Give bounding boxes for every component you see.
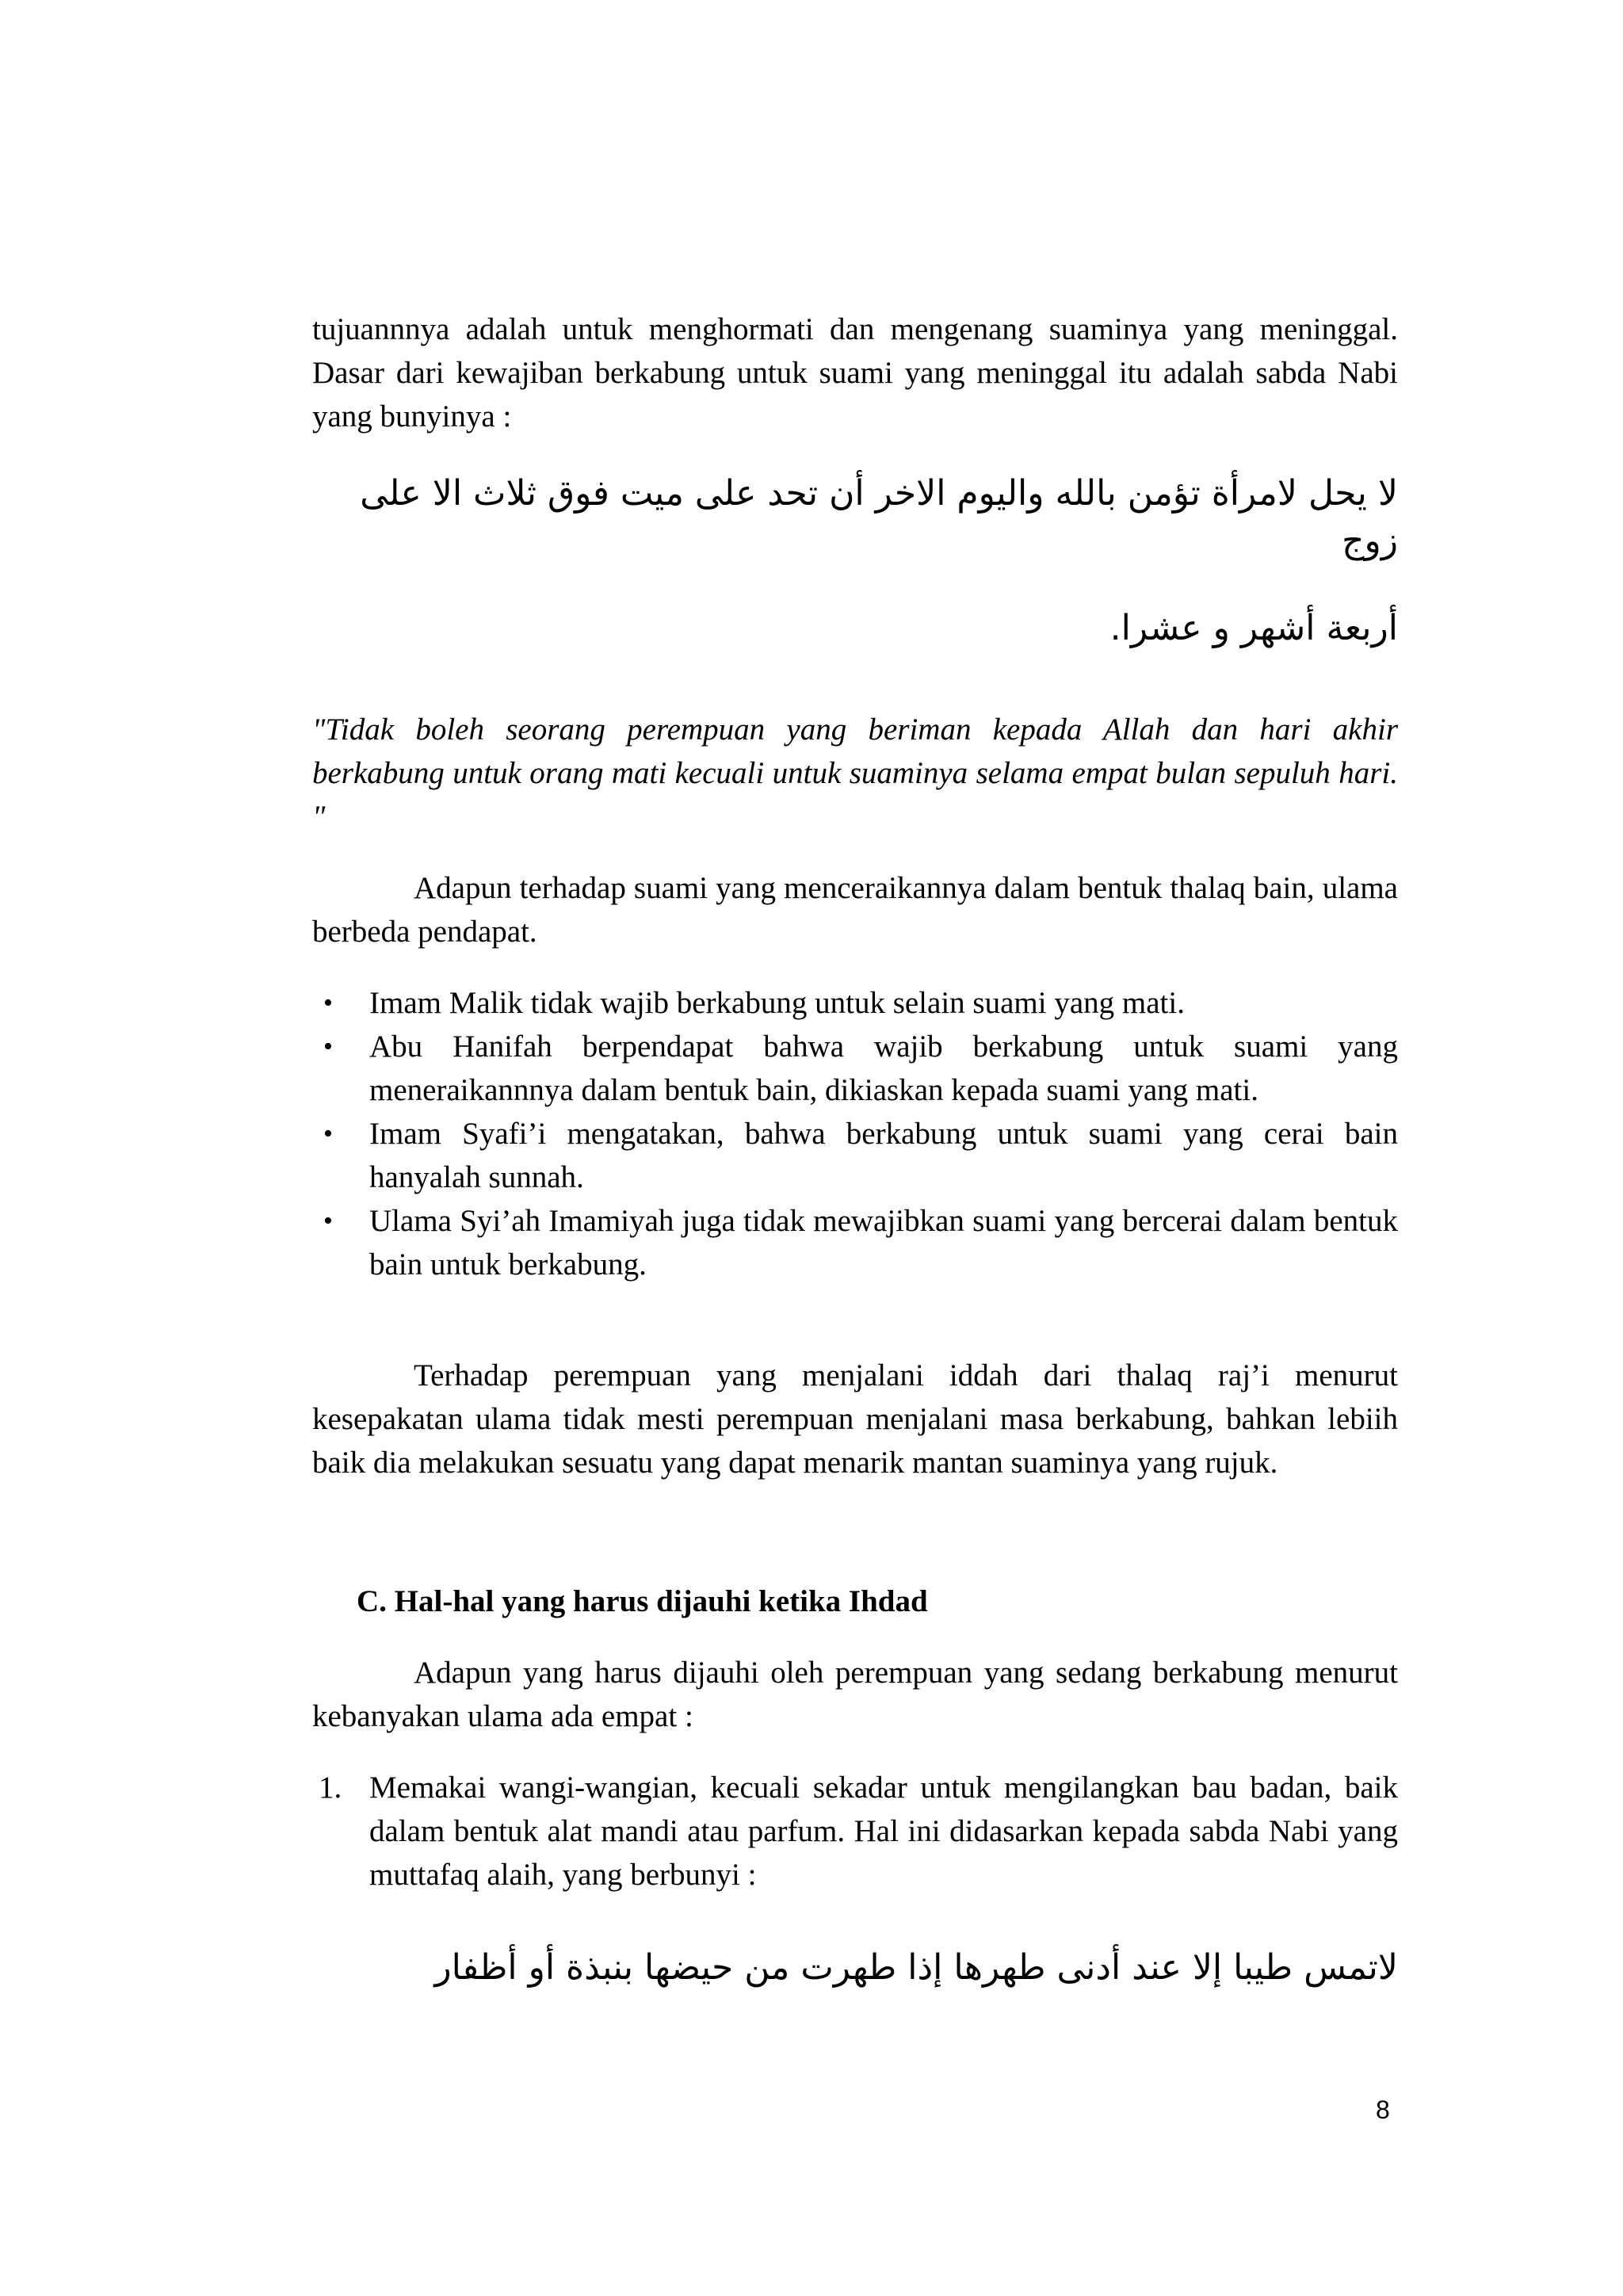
list-number: 1.	[319, 1771, 342, 1805]
bullet-icon: •	[323, 1032, 333, 1061]
paragraph-intro: tujuannnya adalah untuk menghormati dan mengenang suaminya yang meninggal. Dasar dari kewajiban berkabung untuk suami yang meninggal itu adalah sabda Nabi yang bunyinya :	[312, 312, 1398, 434]
document-page	[312, 308, 1398, 1992]
paragraph-thalaq-bain: Adapun terhadap suami yang menceraikannya dalam bentuk thalaq bain, ulama berbeda pendapat.	[312, 871, 1398, 949]
arabic-hadith-line-2: أربعة أشهر و عشرا.	[1109, 608, 1398, 648]
paragraph-thalaq-raji: Terhadap perempuan yang menjalani iddah dari thalaq raj’i menurut kesepakatan ulama tidak mesti perempuan menjalani masa berkabung, bahkan lebiih baik dia melakukan sesuatu yang dapat menarik mantan suaminya yang rujuk.	[312, 1358, 1398, 1480]
bullet-icon: •	[323, 1119, 333, 1148]
list-item: • Abu Hanifah berpendapat bahwa wajib berkabung untuk suami yang meneraikannnya dalam bentuk bain, dikiaskan kepada suami yang mati.	[312, 1025, 1398, 1112]
list-item: • Imam Malik tidak wajib berkabung untuk selain suami yang mati.	[312, 981, 1398, 1025]
opinions-list	[312, 981, 1398, 1286]
bullet-icon: •	[323, 1206, 333, 1236]
page-number: 8	[1376, 2095, 1390, 2124]
section-heading: C. Hal-hal yang harus dijauhi ketika Ihdad	[357, 1584, 928, 1618]
paragraph-four-things: Adapun yang harus dijauhi oleh perempuan yang sedang berkabung menurut kebanyakan ulama ada empat :	[312, 1656, 1398, 1733]
arabic-hadith-line-1: لا يحل لامرأة تؤمن بالله واليوم الاخر أن تحد على ميت فوق ثلاث الا على زوج	[360, 473, 1398, 561]
list-item: • Ulama Syi’ah Imamiyah juga tidak mewajibkan suami yang bercerai dalam bentuk bain untuk berkabung.	[312, 1199, 1398, 1286]
hadith-translation: "Tidak boleh seorang perempuan yang beriman kepada Allah dan hari akhir berkabung untuk orang mati kecuali untuk suaminya selama empat bulan sepuluh hari. "	[312, 712, 1398, 834]
bullet-icon: •	[323, 988, 333, 1018]
list-item: • Imam Syafi’i mengatakan, bahwa berkabung untuk suami yang cerai bain hanyalah sunnah.	[312, 1112, 1398, 1199]
arabic-hadith-perfume: لاتمس طيبا إلا عند أدنى طهرها إذا طهرت من حيضها بنبذة أو أظفار	[434, 1947, 1398, 1988]
prohibitions-list	[312, 1766, 1398, 1897]
list-item: 1. Memakai wangi-wangian, kecuali sekadar untuk mengilangkan bau badan, baik dalam bentuk alat mandi atau parfum. Hal ini didasarkan kepada sabda Nabi yang muttafaq alaih, yang berbunyi :	[312, 1766, 1398, 1897]
